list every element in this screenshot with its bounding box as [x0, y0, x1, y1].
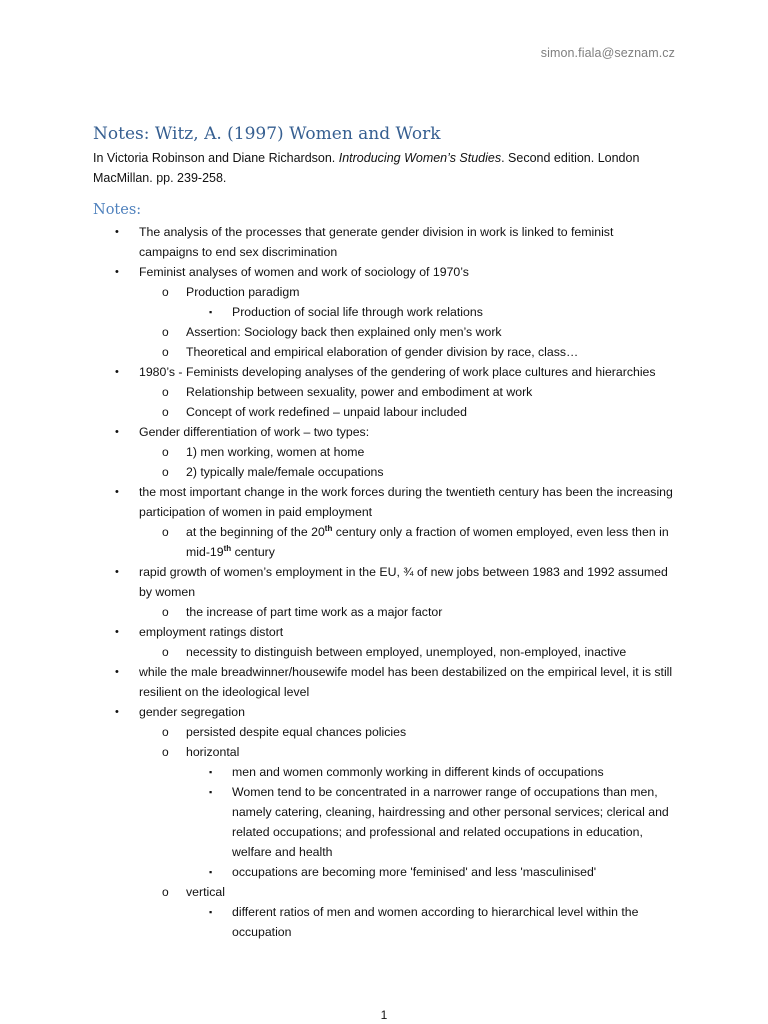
list-item-text: rapid growth of women’s employment in the EU, ¾ of new jobs between 1983 and 1992 assumed by women [139, 565, 668, 599]
list-item [0, 422, 674, 442]
circle-bullet-icon: o [162, 645, 169, 659]
square-bullet-icon: ▪ [209, 787, 213, 797]
square-bullet-icon: ▪ [209, 767, 213, 777]
circle-bullet-icon: o [162, 885, 169, 899]
author-email: simon.fiala@seznam.cz [540, 46, 675, 60]
page-number: 1 [380, 1008, 388, 1022]
list-item [0, 562, 674, 602]
sub-list-item [0, 522, 674, 562]
list-item-text: Women tend to be concentrated in a narrower range of occupations than men, namely catering, cleaning, hairdressing and other personal services; clerical and related occupations; and professional and related occupations in education, welfare and health [232, 785, 669, 859]
list-item-text: men and women commonly working in different kinds of occupations [232, 765, 604, 779]
circle-bullet-icon: o [162, 385, 169, 399]
list-item-text: 1980’s - Feminists developing analyses of the gendering of work place cultures and hierarchies [139, 365, 656, 379]
sub-list-item [0, 602, 674, 622]
list-item-text: Production paradigm [186, 285, 300, 299]
list-item [0, 362, 674, 382]
circle-bullet-icon: o [162, 325, 169, 339]
list-item [0, 702, 674, 722]
superscript: th [223, 543, 232, 553]
circle-bullet-icon: o [162, 725, 169, 739]
circle-bullet-icon: o [162, 745, 169, 759]
citation-prefix: In Victoria Robinson and Diane Richardson. [93, 151, 339, 165]
circle-bullet-icon: o [162, 525, 169, 539]
list-item-text: Production of social life through work relations [232, 305, 483, 319]
circle-bullet-icon: o [162, 465, 169, 479]
superscript: th [324, 523, 333, 533]
list-item [0, 662, 674, 702]
sub-sub-list-item [0, 782, 674, 862]
list-item-text: gender segregation [139, 705, 245, 719]
sub-list-item [0, 882, 674, 902]
bullet-icon: • [115, 226, 119, 238]
sub-sub-list-item [0, 762, 674, 782]
bullet-icon: • [115, 566, 119, 578]
text-segment: at the beginning of the 20 [186, 525, 325, 539]
list-item-text: the increase of part time work as a major factor [186, 605, 443, 619]
list-item-text: Gender differentiation of work – two types: [139, 425, 370, 439]
list-item-text: necessity to distinguish between employed, unemployed, non-employed, inactive [186, 645, 627, 659]
sub-list-item [0, 382, 674, 402]
circle-bullet-icon: o [162, 285, 169, 299]
list-item-text: Relationship between sexuality, power and embodiment at work [186, 385, 533, 399]
list-item-text: vertical [186, 885, 225, 899]
citation-book-title: Introducing Women’s Studies [338, 151, 502, 165]
list-item-text: 1) men working, women at home [186, 445, 365, 459]
sub-sub-list-item [0, 902, 674, 942]
sub-list-item [0, 322, 674, 342]
list-item-text: persisted despite equal chances policies [186, 725, 407, 739]
circle-bullet-icon: o [162, 405, 169, 419]
sub-list-item [0, 722, 674, 742]
sub-list-item [0, 282, 674, 302]
list-item-text: Theoretical and empirical elaboration of gender division by race, class… [186, 345, 579, 359]
list-item [0, 222, 674, 262]
list-item-text: while the male breadwinner/housewife model has been destabilized on the empirical level, it is still resilient on the ideological level [139, 665, 673, 699]
list-item [0, 482, 674, 522]
text-segment: century [231, 545, 275, 559]
sub-list-item [0, 642, 674, 662]
list-item-text: horizontal [186, 745, 240, 759]
sub-sub-list-item [0, 302, 674, 322]
sub-list-item [0, 402, 674, 422]
list-item [0, 622, 674, 642]
square-bullet-icon: ▪ [209, 867, 213, 877]
document-title: Notes: Witz, A. (1997) Women and Work [93, 124, 441, 144]
notes-list [0, 222, 768, 942]
circle-bullet-icon: o [162, 445, 169, 459]
list-item-text: 2) typically male/female occupations [186, 465, 384, 479]
bullet-icon: • [115, 426, 119, 438]
list-item-text: Feminist analyses of women and work of sociology of 1970’s [139, 265, 469, 279]
list-item-text: the most important change in the work forces during the twentieth century has been the increasing participation of women in paid employment [139, 485, 673, 519]
bullet-icon: • [115, 666, 119, 678]
bullet-icon: • [115, 626, 119, 638]
square-bullet-icon: ▪ [209, 307, 213, 317]
sub-sub-list-item [0, 862, 674, 882]
bullet-icon: • [115, 486, 119, 498]
sub-list-item [0, 442, 674, 462]
list-item-text: Concept of work redefined – unpaid labour included [186, 405, 467, 419]
square-bullet-icon: ▪ [209, 907, 213, 917]
list-item-text: different ratios of men and women according to hierarchical level within the occupation [232, 905, 639, 939]
list-item-text: Assertion: Sociology back then explained only men’s work [186, 325, 502, 339]
circle-bullet-icon: o [162, 345, 169, 359]
list-item-text [186, 522, 674, 562]
list-item-text: The analysis of the processes that generate gender division in work is linked to feminist campaigns to end sex discrimination [139, 225, 614, 259]
bullet-icon: • [115, 706, 119, 718]
bullet-icon: • [115, 366, 119, 378]
circle-bullet-icon: o [162, 605, 169, 619]
list-item-text: occupations are becoming more 'feminised' and less 'masculinised' [232, 865, 597, 879]
list-item-text: employment ratings distort [139, 625, 284, 639]
citation [93, 148, 673, 188]
sub-list-item [0, 462, 674, 482]
bullet-icon: • [115, 266, 119, 278]
citation-suffix: . Second edition. London MacMillan. pp. 239-258. [93, 151, 640, 185]
sub-list-item [0, 342, 674, 362]
sub-list-item [0, 742, 674, 762]
notes-heading: Notes: [93, 202, 142, 218]
text-segment: century only a fraction of women employed, even less then in mid-19 [186, 525, 669, 559]
list-item [0, 262, 674, 282]
